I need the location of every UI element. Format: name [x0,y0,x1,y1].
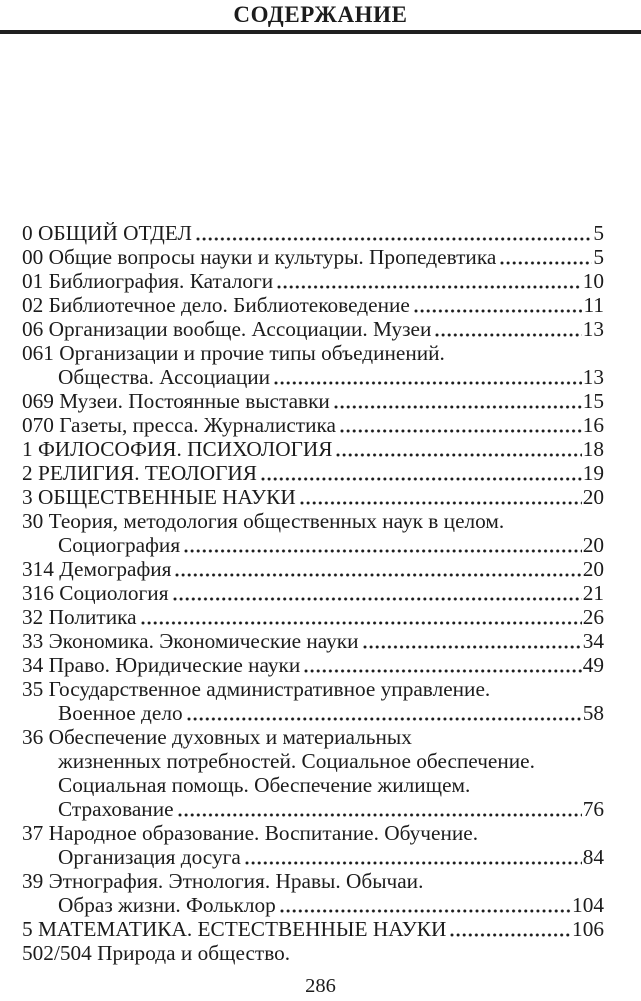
toc-entry-text: 070 Газеты, пресса. Журналистика [22,413,336,437]
toc-row [22,941,604,965]
toc-row [22,245,604,269]
toc-entry-text: 5 МАТЕМАТИКА. ЕСТЕСТВЕННЫЕ НАУКИ [22,917,447,941]
toc-entry-text: Военное дело [58,701,183,725]
toc-row [22,293,604,317]
toc-entry-text: 3 ОБЩЕСТВЕННЫЕ НАУКИ [22,485,296,509]
table-of-contents [22,221,604,965]
toc-row [22,749,604,773]
toc-entry-page-number: 18 [582,437,604,461]
toc-entry-page-number: 13 [582,365,604,389]
toc-row [22,413,604,437]
dot-leader [499,260,592,266]
toc-row [22,821,604,845]
toc-entry-text: 01 Библиография. Каталоги [22,269,274,293]
toc-entry-page-number: 84 [582,845,604,869]
dot-leader [273,380,582,386]
dot-leader [434,332,581,338]
toc-entry-text: Страхование [58,797,174,821]
dot-leader [177,812,582,818]
toc-row [22,485,604,509]
dot-leader [303,668,581,674]
toc-entry-page-number: 20 [582,557,604,581]
toc-entry-text: 316 Социология [22,581,169,605]
toc-entry-text: 39 Этнография. Этнология. Нравы. Обычаи. [22,869,424,893]
toc-row [22,917,604,941]
toc-entry-text: 061 Организации и прочие типы объединений. [22,341,445,365]
toc-entry-page-number: 5 [593,221,604,245]
toc-entry-text: 314 Демография [22,557,172,581]
dot-leader [333,404,582,410]
dot-leader [186,716,582,722]
toc-entry-text: 30 Теория, методология общественных наук в целом. [22,509,505,533]
dot-leader [413,308,583,314]
toc-entry-text: 34 Право. Юридические науки [22,653,301,677]
toc-entry-page-number: 21 [582,581,604,605]
toc-entry-page-number: 11 [583,293,604,317]
dot-leader [335,452,581,458]
toc-row [22,581,604,605]
contents-title: СОДЕРЖАНИЕ [233,2,408,27]
dot-leader [244,860,582,866]
toc-row [22,509,604,533]
toc-entry-text: 00 Общие вопросы науки и культуры. Пропедевтика [22,245,497,269]
toc-row [22,365,604,389]
page-number: 286 [305,975,336,997]
page-header [0,0,641,34]
toc-entry-page-number: 104 [572,893,604,917]
toc-row [22,461,604,485]
dot-leader [362,644,582,650]
toc-entry-text: 36 Обеспечение духовных и материальных [22,725,412,749]
dot-leader [279,908,571,914]
toc-entry-text: Общества. Ассоциации [58,365,271,389]
toc-entry-text: 02 Библиотечное дело. Библиотековедение [22,293,410,317]
toc-entry-text: 32 Политика [22,605,137,629]
toc-entry-page-number: 106 [572,917,604,941]
toc-entry-page-number: 49 [582,653,604,677]
toc-entry-page-number: 58 [582,701,604,725]
dot-leader [140,620,582,626]
toc-row [22,629,604,653]
toc-entry-text: 1 ФИЛОСОФИЯ. ПСИХОЛОГИЯ [22,437,333,461]
toc-entry-page-number: 10 [582,269,604,293]
toc-entry-page-number: 20 [582,485,604,509]
dot-leader [260,476,582,482]
toc-row [22,557,604,581]
toc-row [22,725,604,749]
toc-entry-text: 2 РЕЛИГИЯ. ТЕОЛОГИЯ [22,461,257,485]
toc-entry-text: 06 Организации вообще. Ассоциации. Музеи [22,317,432,341]
toc-row [22,869,604,893]
dot-leader [172,596,582,602]
toc-entry-text: 35 Государственное административное управление. [22,677,491,701]
toc-row [22,269,604,293]
toc-entry-text: 0 ОБЩИЙ ОТДЕЛ [22,221,192,245]
toc-entry-page-number: 20 [582,533,604,557]
dot-leader [174,572,581,578]
dot-leader [276,284,582,290]
toc-row [22,773,604,797]
toc-entry-page-number: 76 [582,797,604,821]
toc-row [22,437,604,461]
page-footer [0,974,641,998]
toc-row [22,389,604,413]
toc-entry-page-number: 13 [582,317,604,341]
toc-row [22,893,604,917]
header-rule [0,30,641,34]
toc-entry-text: Организация досуга [58,845,241,869]
dot-leader [195,236,592,242]
toc-entry-text: Социография [58,533,181,557]
toc-entry-page-number: 5 [593,245,604,269]
toc-row [22,605,604,629]
toc-row [22,533,604,557]
toc-entry-text: Социальная помощь. Обеспечение жилищем. [58,773,471,797]
toc-entry-page-number: 16 [582,413,604,437]
toc-entry-text: 33 Экономика. Экономические науки [22,629,359,653]
toc-row [22,317,604,341]
toc-entry-text: 502/504 Природа и общество. [22,941,291,965]
dot-leader [299,500,582,506]
toc-entry-page-number: 26 [582,605,604,629]
dot-leader [449,932,571,938]
toc-row [22,221,604,245]
toc-entry-page-number: 34 [582,629,604,653]
dot-leader [339,428,582,434]
dot-leader [183,548,582,554]
toc-entry-text: Образ жизни. Фольклор [58,893,276,917]
toc-row [22,341,604,365]
toc-entry-page-number: 19 [582,461,604,485]
toc-row [22,797,604,821]
toc-entry-page-number: 15 [582,389,604,413]
toc-entry-text: жизненных потребностей. Социальное обеспечение. [58,749,535,773]
toc-entry-text: 37 Народное образование. Воспитание. Обучение. [22,821,479,845]
toc-row [22,701,604,725]
toc-entry-text: 069 Музеи. Постоянные выставки [22,389,330,413]
toc-row [22,845,604,869]
toc-row [22,653,604,677]
toc-row [22,677,604,701]
